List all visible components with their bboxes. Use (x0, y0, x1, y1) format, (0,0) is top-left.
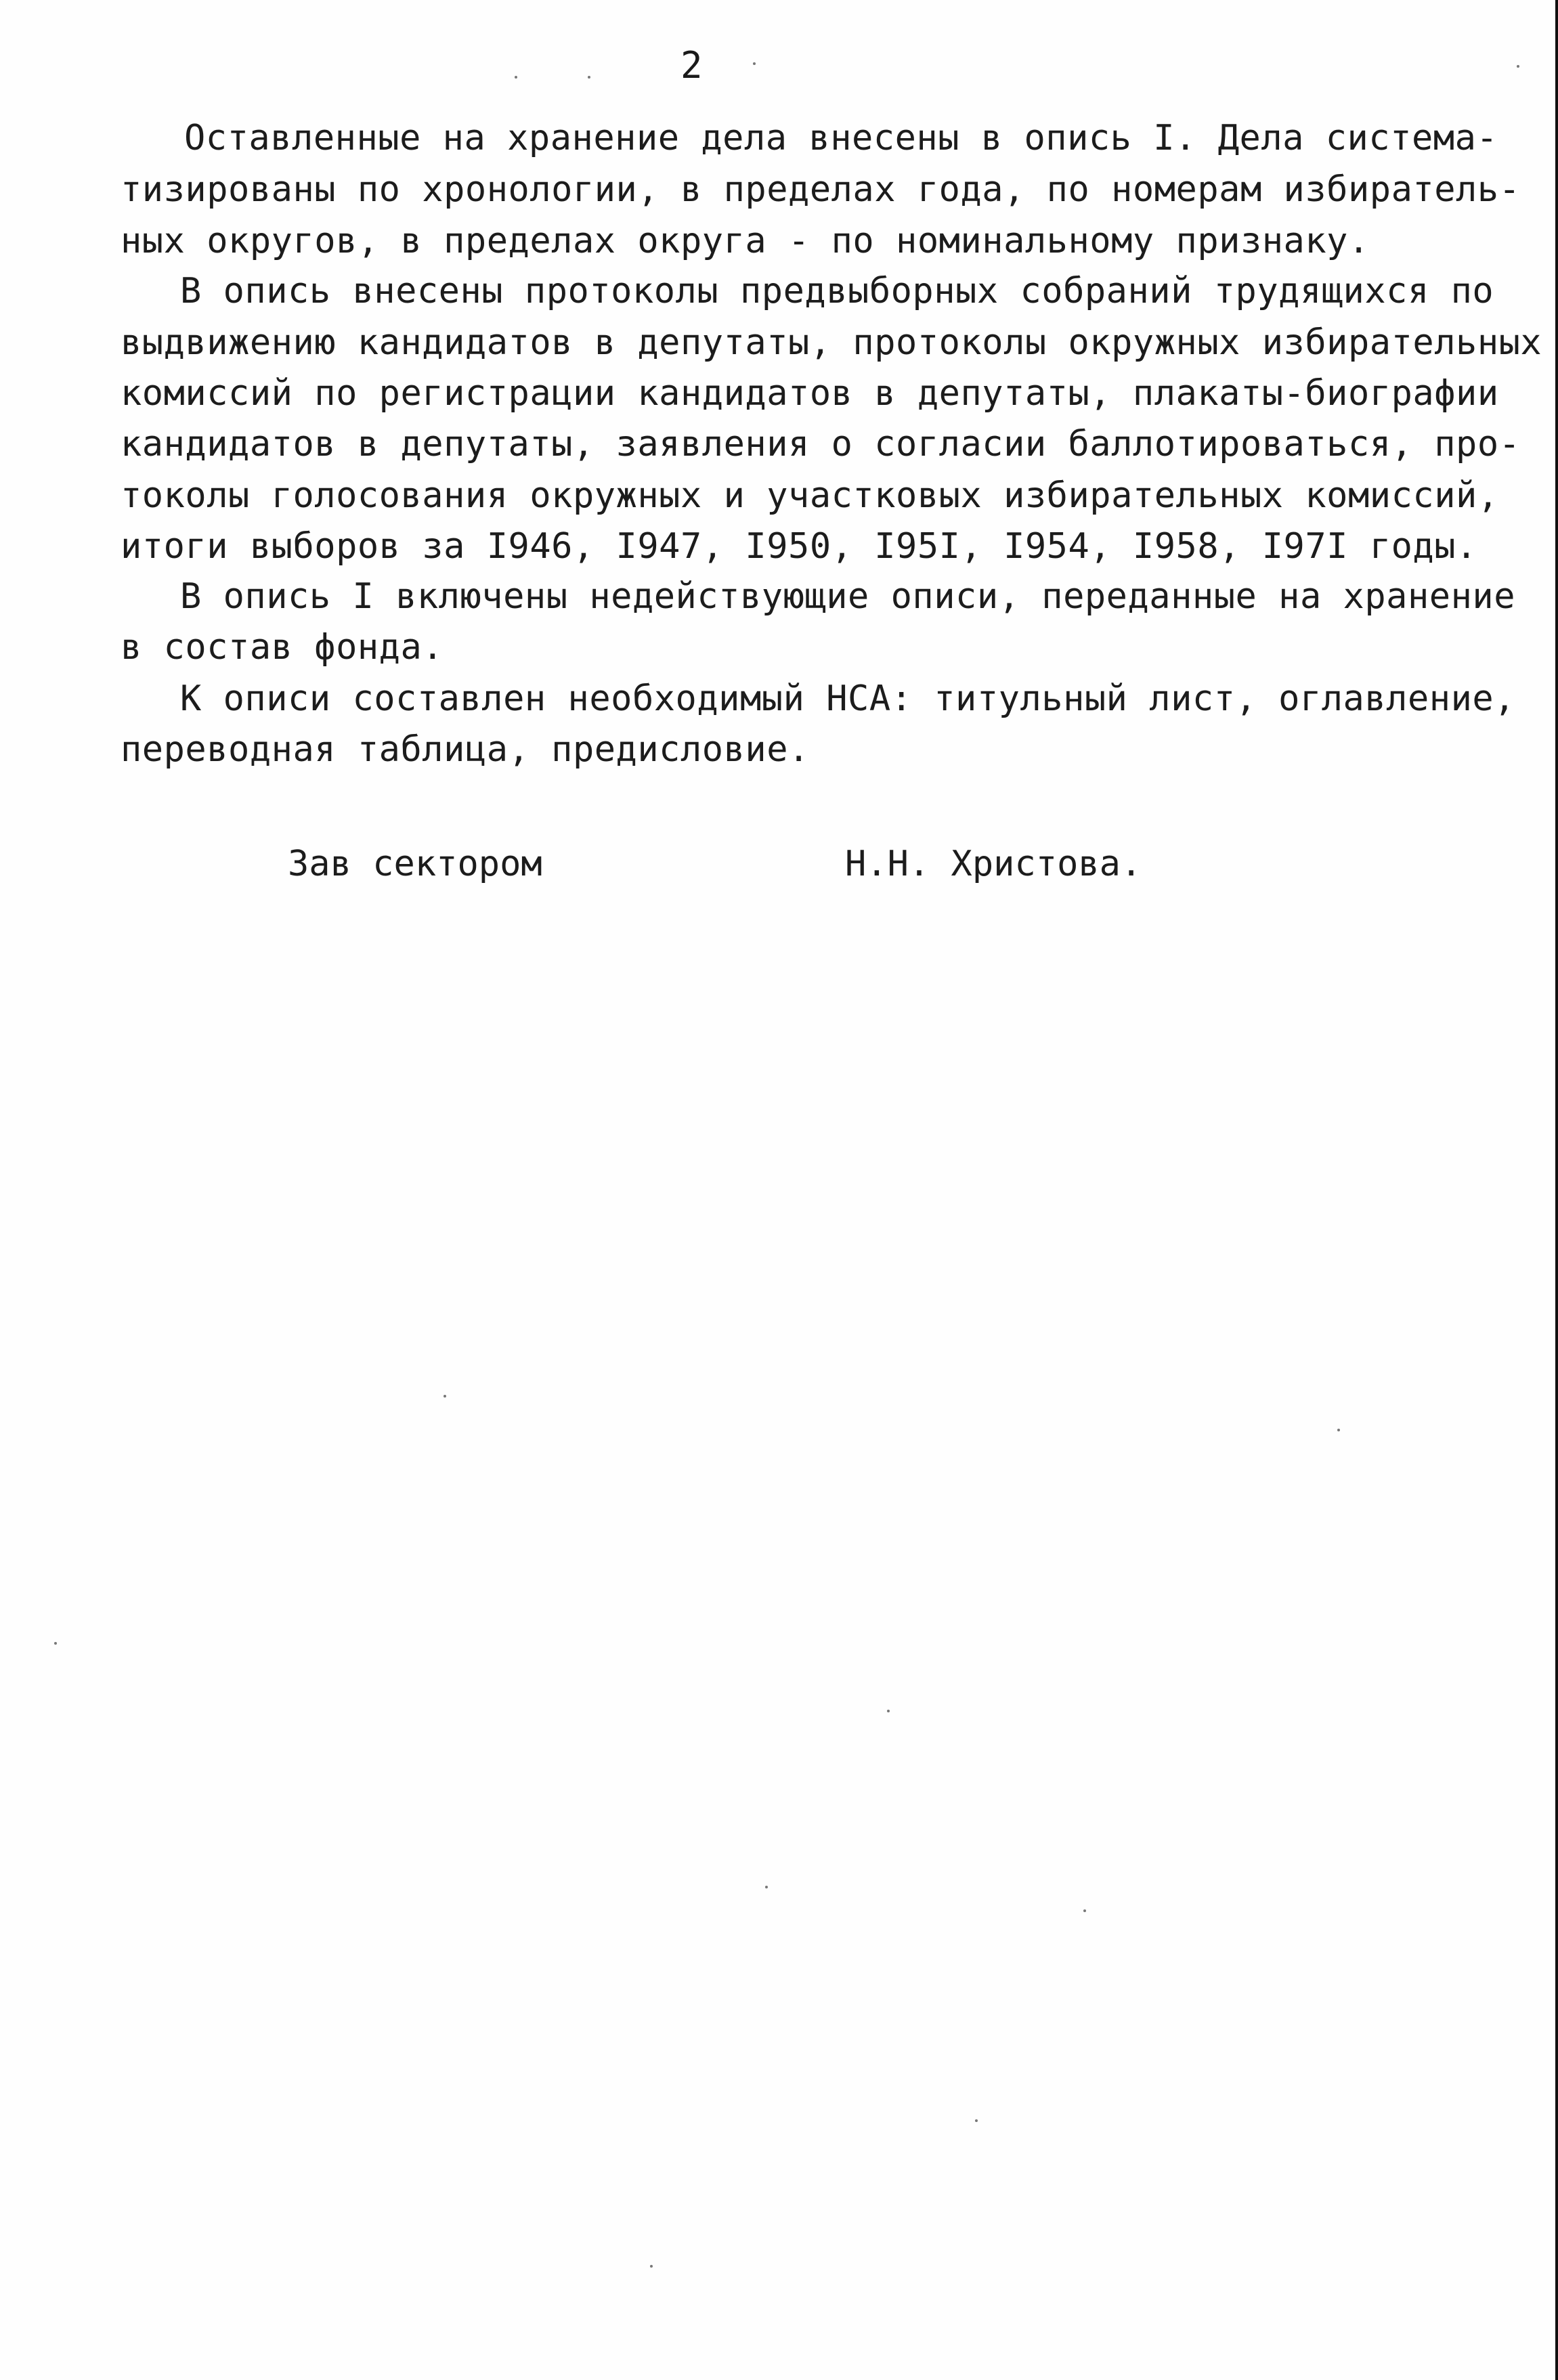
scan-speck (515, 76, 517, 79)
paragraph-2-line-6: итоги выборов за I946, I947, I950, I95I, I954, I958, I97I годы. (121, 526, 1477, 567)
paragraph-4-line-1: К описи составлен необходимый НСА: титульный лист, оглавление, (180, 678, 1516, 719)
scan-speck (443, 1395, 446, 1398)
paragraph-1-line-1: Оставленные на хранение дела внесены в опись I. Дела система- (184, 118, 1498, 158)
paragraph-2-line-3: комиссий по регистрации кандидатов в депутаты, плакаты-биографии (121, 373, 1499, 414)
paragraph-2-line-5: токолы голосования окружных и участковых избирательных комиссий, (121, 475, 1499, 516)
scan-edge (1555, 0, 1558, 2380)
paragraph-2-line-1: В опись внесены протоколы предвыборных собраний трудящихся по (180, 271, 1494, 311)
scan-speck (887, 1710, 890, 1712)
scan-speck (1517, 65, 1519, 68)
paragraph-4-line-2: переводная таблица, предисловие. (121, 729, 810, 770)
scan-speck (975, 2119, 978, 2122)
scan-speck (588, 76, 590, 79)
scan-speck (1337, 1429, 1340, 1431)
scan-speck (765, 1886, 768, 1888)
paragraph-1-line-3: ных округов, в пределах округа - по номинальному признаку. (121, 221, 1370, 261)
page-number: 2 (680, 44, 704, 87)
paragraph-2-line-4: кандидатов в депутаты, заявления о согласии баллотироваться, про- (121, 424, 1521, 464)
scan-speck (1083, 1909, 1086, 1912)
scan-speck (54, 1642, 57, 1645)
signature-position: Зав сектором (288, 844, 542, 884)
paragraph-3-line-1: В опись I включены недействующие описи, переданные на хранение (180, 576, 1516, 617)
paragraph-1-line-2: тизированы по хронологии, в пределах года, по номерам избиратель- (121, 169, 1521, 210)
scan-speck (753, 62, 756, 65)
scan-speck (650, 2265, 653, 2268)
signature-name: Н.Н. Христова. (845, 844, 1142, 884)
paragraph-3-line-2: в состав фонда. (121, 627, 444, 668)
paragraph-2-line-2: выдвижению кандидатов в депутаты, протоколы окружных избирательных (121, 322, 1542, 363)
